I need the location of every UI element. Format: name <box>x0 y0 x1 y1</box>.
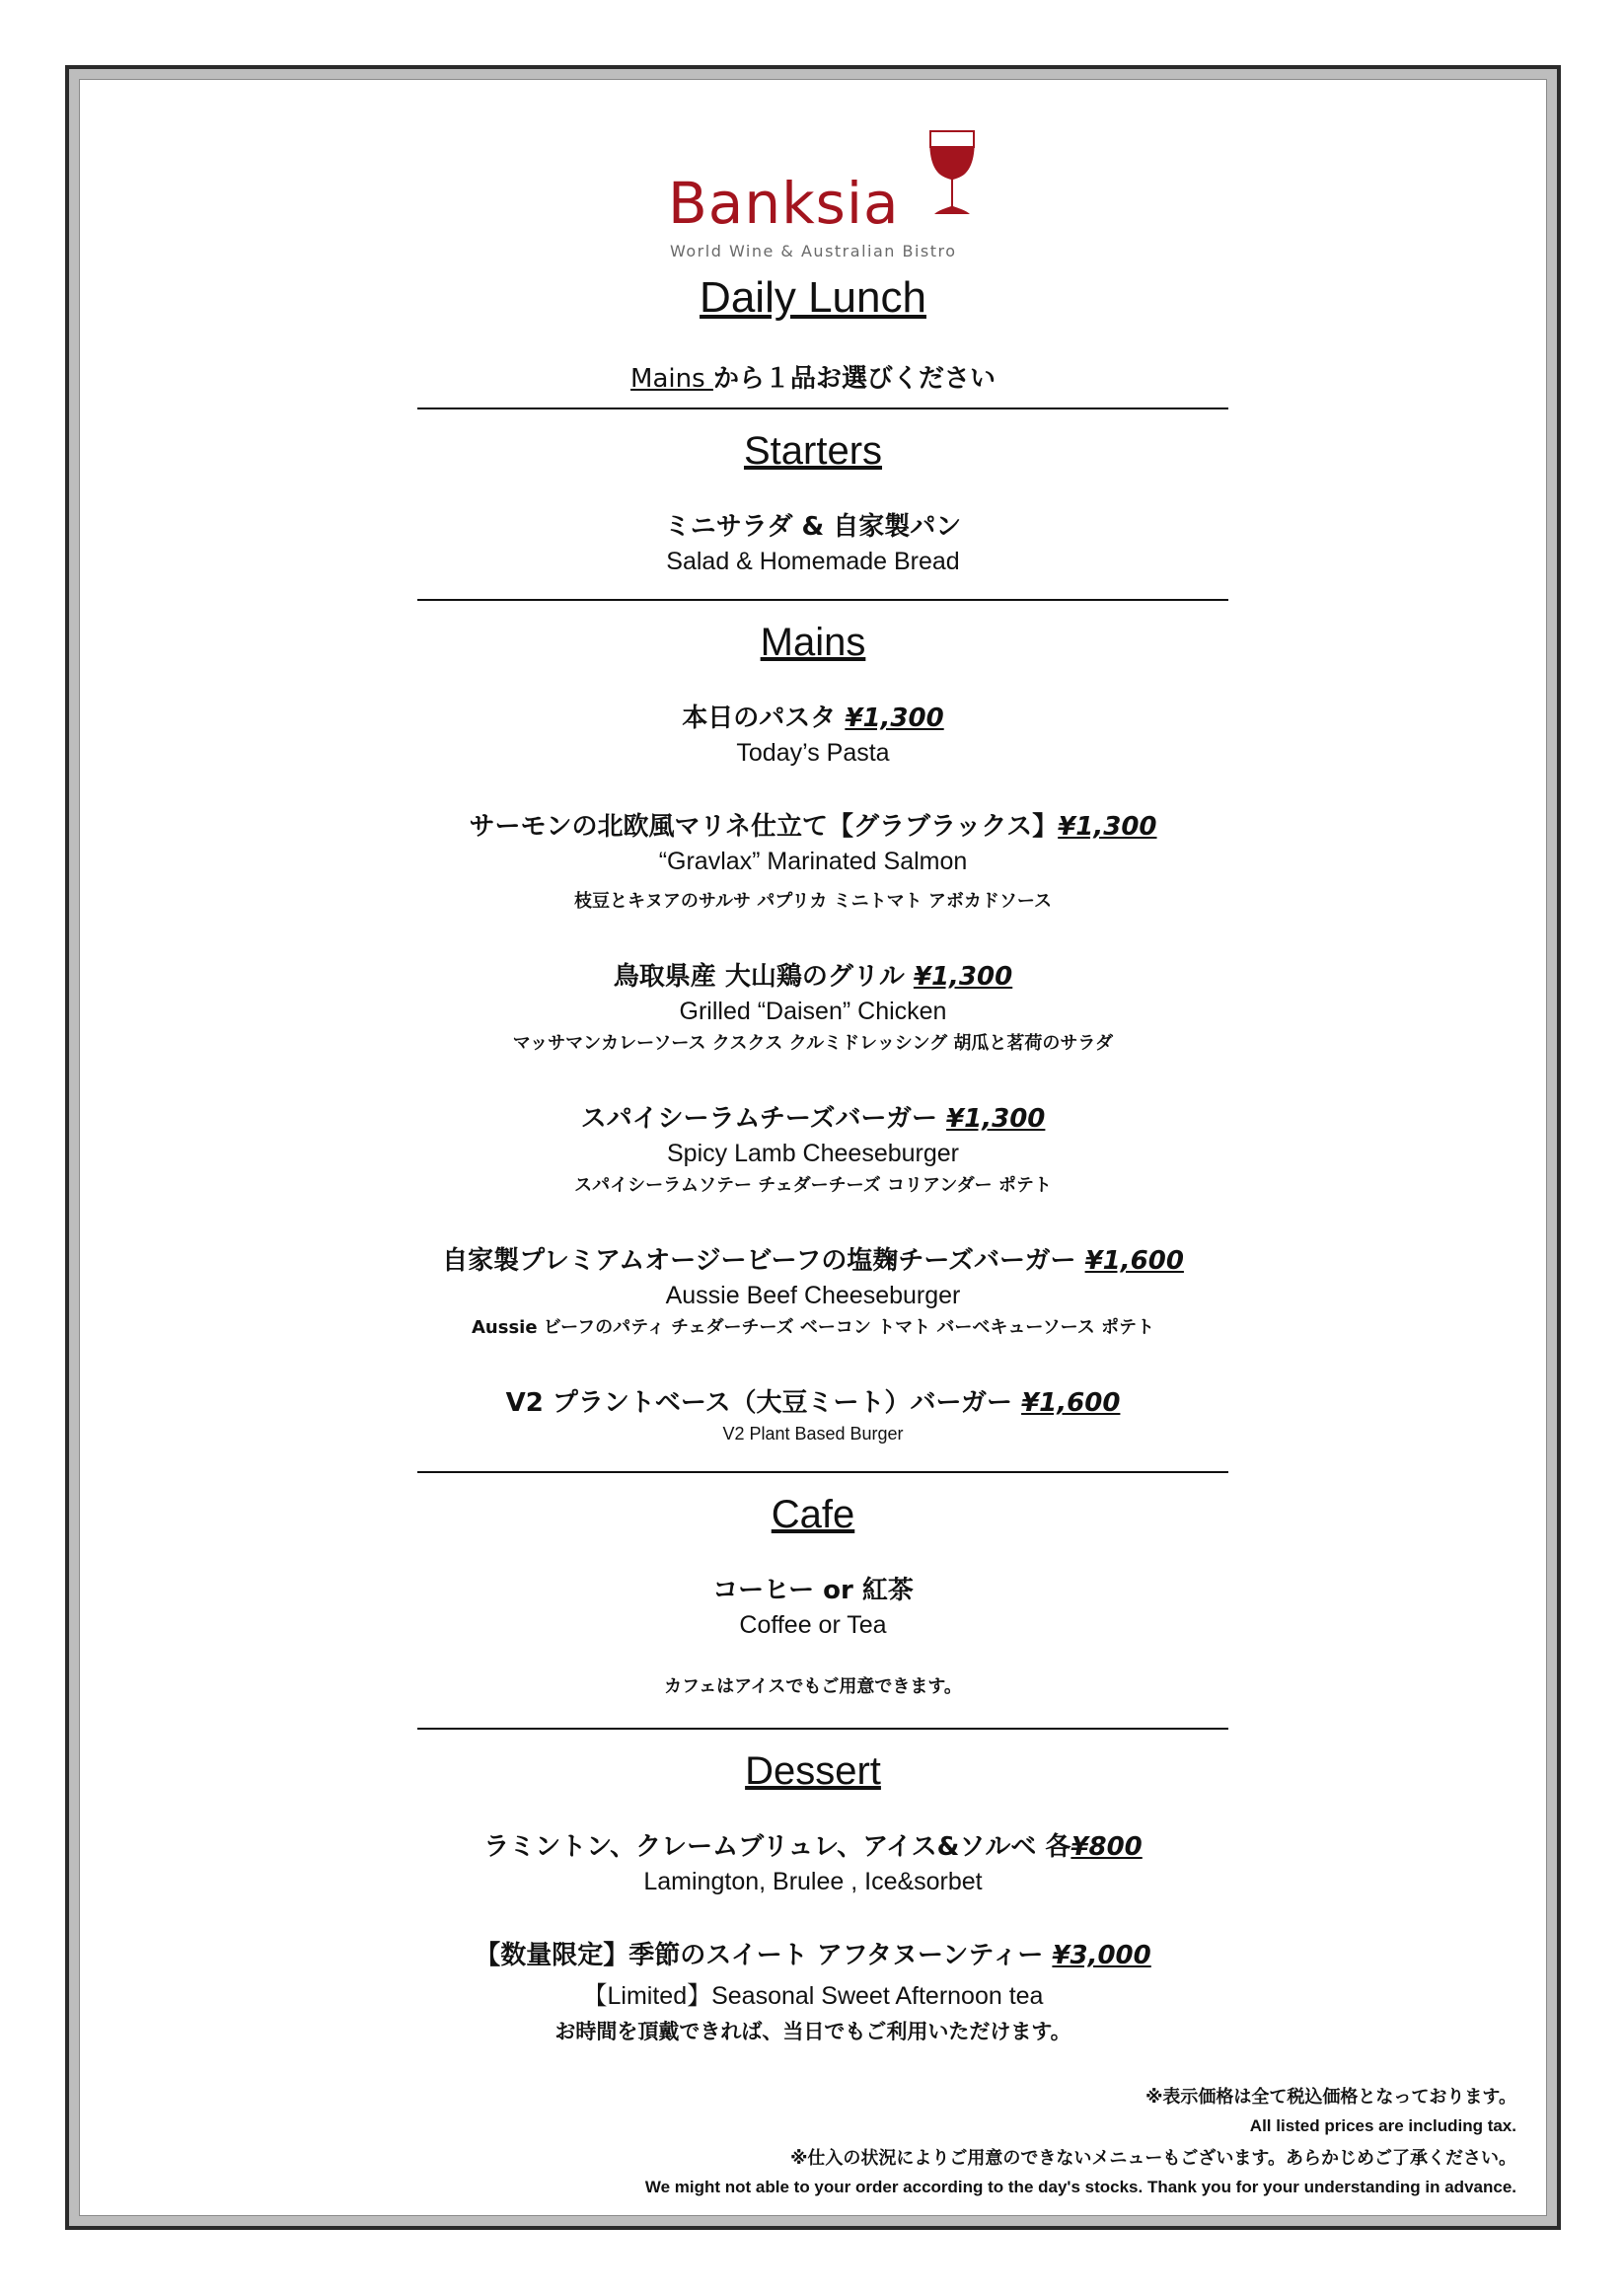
main-item-note: 枝豆とキヌアのサルサ パプリカ ミニトマト アボカドソース <box>574 891 1052 912</box>
price: ¥800 <box>1070 1832 1143 1862</box>
main-item-jp: 本日のパスタ ¥1,300 <box>682 704 944 733</box>
subtitle-rest: から１品お選びください <box>712 364 996 394</box>
main-item-en: Spicy Lamb Cheeseburger <box>667 1140 959 1167</box>
page-title: Daily Lunch <box>700 273 926 322</box>
cafe-heading: Cafe <box>771 1493 855 1536</box>
wine-glass-icon <box>924 127 980 218</box>
brand-name: Banksia <box>668 170 900 237</box>
starter-en: Salad & Homemade Bread <box>666 548 960 575</box>
footer-stock-jp: ※仕入の状況によりご用意のできないメニューもございます。あらかじめご了承ください。 <box>789 2148 1516 2169</box>
dessert-item-en: Lamington, Brulee , Ice&sorbet <box>643 1868 983 1895</box>
cafe-note: カフェはアイスでもご用意できます。 <box>664 1676 962 1697</box>
price: ¥1,300 <box>946 1104 1046 1134</box>
dessert-heading: Dessert <box>745 1749 881 1793</box>
main-item-jp: サーモンの北欧風マリネ仕立て【グラブラックス】¥1,300 <box>469 812 1157 842</box>
main-item-en: “Gravlax” Marinated Salmon <box>658 848 968 875</box>
main-item-en: Today’s Pasta <box>736 739 890 767</box>
cafe-en: Coffee or Tea <box>739 1611 887 1639</box>
divider <box>417 1728 1228 1730</box>
main-item-en: Aussie Beef Cheeseburger <box>665 1282 961 1309</box>
brand-tagline: World Wine & Australian Bistro <box>670 242 957 260</box>
main-item-en: Grilled “Daisen” Chicken <box>679 998 947 1025</box>
price: ¥1,300 <box>845 704 944 733</box>
page-subtitle <box>80 358 1546 395</box>
price: ¥1,600 <box>1021 1388 1121 1418</box>
starters-heading: Starters <box>743 429 883 473</box>
price: ¥1,600 <box>1084 1246 1184 1276</box>
main-item-note: スパイシーラムソテー チェダーチーズ コリアンダー ポテト <box>574 1175 1052 1196</box>
main-item-note: Aussie ビーフのパティ チェダーチーズ ベーコン トマト バーベキューソース ポテト <box>471 1317 1155 1338</box>
footer-stock-en: We might not able to your order according to the day's stocks. Thank you for your understanding in advance. <box>644 2178 1516 2196</box>
main-item-en: V2 Plant Based Burger <box>722 1424 904 1444</box>
cafe-jp: コーヒー or 紅茶 <box>712 1576 914 1605</box>
subtitle-mains: Mains <box>630 364 713 394</box>
price: ¥3,000 <box>1052 1941 1151 1970</box>
divider <box>417 599 1228 601</box>
main-item-jp: 鳥取県産 大山鶏のグリル ¥1,300 <box>613 962 1013 992</box>
price: ¥1,300 <box>1058 812 1157 842</box>
dessert-item-note: お時間を頂戴できれば、当日でもご利用いただけます。 <box>554 2020 1071 2043</box>
divider <box>417 407 1228 409</box>
menu-page <box>79 79 1547 2216</box>
dessert-item-jp: ラミントン、クレームブリュレ、アイス&ソルベ 各¥800 <box>483 1832 1143 1862</box>
main-item-note: マッサマンカレーソース クスクス クルミドレッシング 胡瓜と茗荷のサラダ <box>512 1033 1114 1054</box>
footer-tax-en: All listed prices are including tax. <box>1249 2116 1516 2135</box>
starter-jp: ミニサラダ & 自家製パン <box>664 512 962 542</box>
dessert-item-en: 【Limited】Seasonal Sweet Afternoon tea <box>582 1982 1044 2010</box>
main-item-jp: 自家製プレミアムオージービーフの塩麹チーズバーガー ¥1,600 <box>442 1246 1184 1276</box>
main-item-jp: スパイシーラムチーズバーガー ¥1,300 <box>580 1104 1046 1134</box>
main-item-jp: V2 プラントベース（大豆ミート）バーガー ¥1,600 <box>505 1388 1121 1418</box>
divider <box>417 1471 1228 1473</box>
footer-tax-jp: ※表示価格は全て税込価格となっております。 <box>1144 2087 1516 2108</box>
price: ¥1,300 <box>913 962 1013 992</box>
menu-frame <box>65 65 1561 2230</box>
dessert-item-jp: 【数量限定】季節のスイート アフタヌーンティー ¥3,000 <box>475 1941 1151 1970</box>
mains-heading: Mains <box>760 621 866 664</box>
